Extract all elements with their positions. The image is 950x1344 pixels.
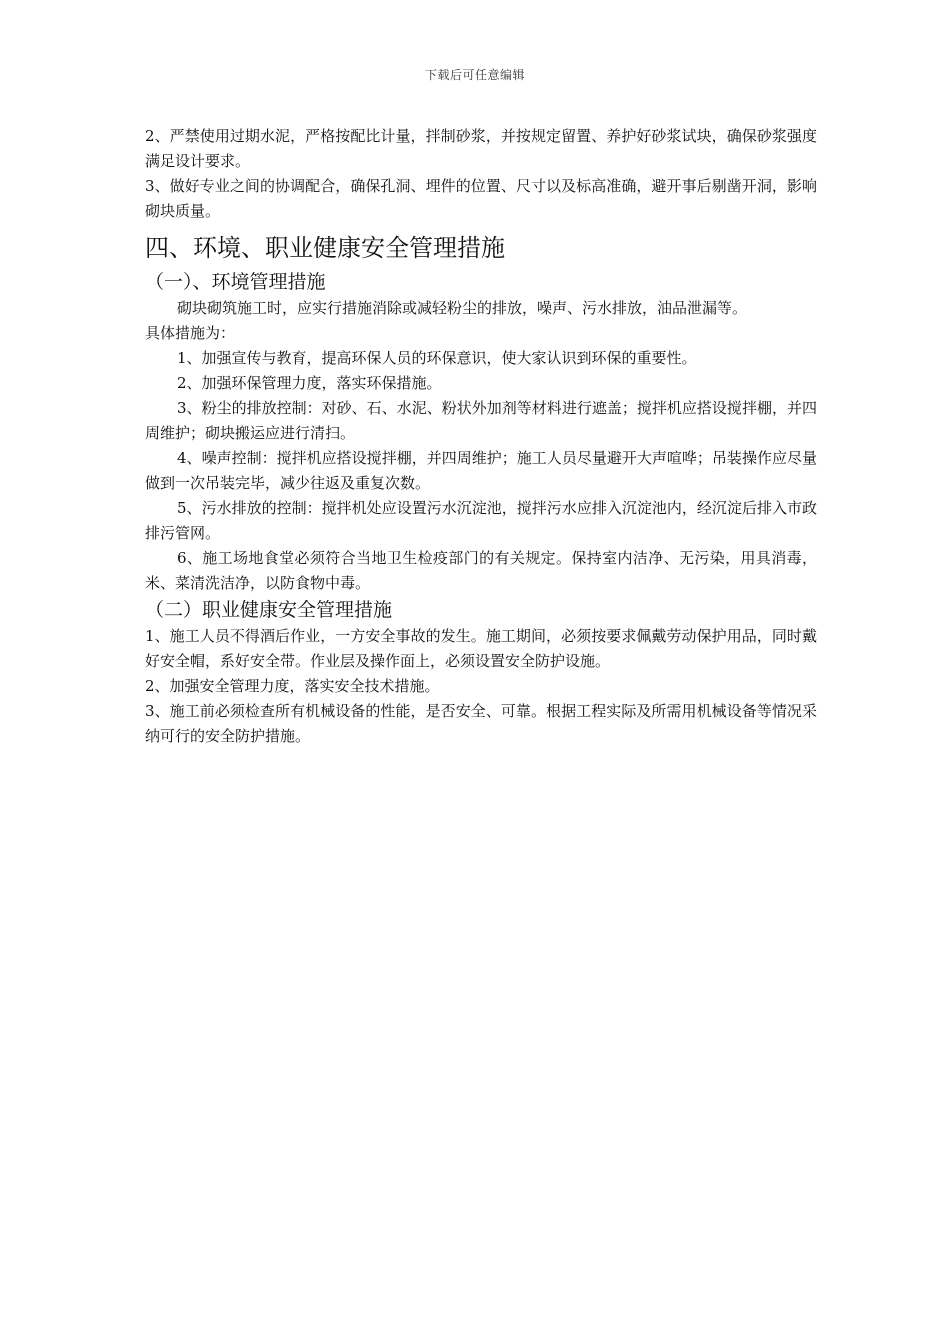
environment-item-5: 5、污水排放的控制：搅拌机处应设置污水沉淀池，搅拌污水应排入沉淀池内，经沉淀后排入市政排污管网。 (145, 499, 817, 542)
subsection-health-safety-heading: （二）职业健康安全管理措施 (145, 599, 393, 621)
intro-item-2: 2、严禁使用过期水泥，严格按配比计量，拌制砂浆，并按规定留置、养护好砂浆试块，确保砂浆强度满足设计要求。 (145, 127, 817, 170)
page-header: 下载后可任意编辑 (424, 68, 525, 82)
environment-item-6: 6、施工场地食堂必须符合当地卫生检疫部门的有关规定。保持室内洁净、无污染，用具消毒，米、菜清洗洁净，以防食物中毒。 (145, 549, 817, 592)
environment-lead-paragraph (145, 296, 817, 346)
environment-item-2: 2、加强环保管理力度，落实环保措施。 (177, 374, 442, 392)
environment-lead-text-2: 具体措施为： (145, 324, 236, 342)
safety-item-3: 3、施工前必须检查所有机械设备的性能，是否安全、可靠。根据工程实际及所需用机械设备等情况采纳可行的安全防护措施。 (145, 702, 817, 745)
safety-item-2: 2、加强安全管理力度，落实安全技术措施。 (145, 677, 440, 695)
environment-lead-text: 砌块砌筑施工时，应实行措施消除或减轻粉尘的排放，噪声、污水排放，油品泄漏等。 (177, 299, 748, 317)
safety-item-1: 1、施工人员不得酒后作业，一方安全事故的发生。施工期间，必须按要求佩戴劳动保护用品，同时戴好安全帽，系好安全带。作业层及操作面上，必须设置安全防护设施。 (145, 627, 817, 670)
environment-item-4: 4、噪声控制：搅拌机应搭设搅拌棚，并四周维护；施工人员尽量避开大声喧哗；吊装操作应尽量做到一次吊装完毕，减少往返及重复次数。 (145, 449, 817, 492)
subsection-environment-heading: （一）、环境管理措施 (145, 271, 326, 293)
section-4-heading: 四、环境、职业健康安全管理措施 (145, 234, 505, 262)
document-body (145, 124, 817, 749)
environment-item-3: 3、粉尘的排放控制：对砂、石、水泥、粉状外加剂等材料进行遮盖；搅拌机应搭设搅拌棚，并四周维护；砌块搬运应进行清扫。 (145, 399, 817, 442)
intro-item-3: 3、做好专业之间的协调配合，确保孔洞、埋件的位置、尺寸以及标高准确，避开事后剔凿开洞，影响砌块质量。 (145, 177, 817, 220)
environment-item-1: 1、加强宣传与教育，提高环保人员的环保意识，使大家认识到环保的重要性。 (177, 349, 697, 367)
